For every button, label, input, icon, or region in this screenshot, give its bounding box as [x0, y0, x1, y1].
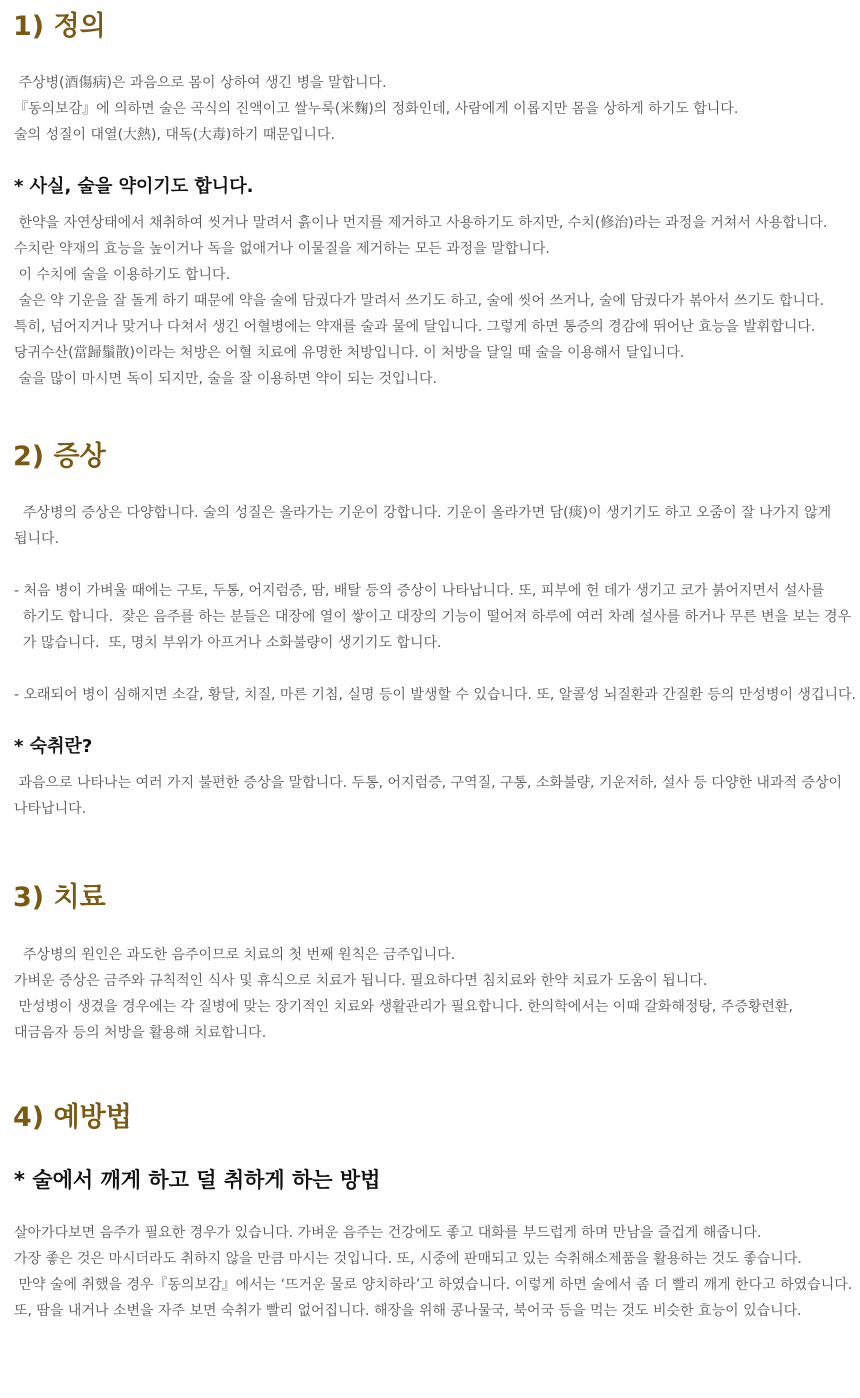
treatment-paragraph [14, 942, 860, 1046]
chronic-symptoms-paragraph [14, 682, 860, 708]
section-title-definition: 1) 정의 [13, 11, 106, 42]
text-line: 나타납니다. [14, 801, 87, 817]
text-line: 특히, 넘어지거나 맞거나 다쳐서 생긴 어혈병에는 약재를 술과 물에 달입니다. 그렇게 하면 통증의 경감에 뛰어난 효능을 발휘합니다. [14, 319, 816, 335]
early-symptoms-paragraph [14, 578, 860, 656]
text-line: 만약 술에 취했을 경우『동의보감』에서는 ‘뜨거운 물로 양치하라’고 하였습니다. 이렇게 하면 술에서 좀 더 빨리 깨게 한다고 하였습니다. [14, 1277, 853, 1293]
definition-paragraph [14, 70, 860, 148]
hangover-paragraph [14, 770, 860, 822]
text-line: 주상병의 증상은 다양합니다. 술의 성질은 올라가는 기운이 강합니다. 기운이 올라가면 담(痰)이 생기기도 하고 오줌이 잘 나가지 않게 [14, 505, 832, 521]
text-line: 됩니다. [14, 531, 60, 547]
symptoms-intro-paragraph [14, 500, 860, 552]
section-title-prevention: 4) 예방법 [13, 1102, 132, 1133]
subheading-sobering-methods: * 술에서 깨게 하고 덜 취하게 하는 방법 [14, 1168, 381, 1192]
alcohol-medicine-paragraph [14, 210, 860, 392]
subheading-alcohol-as-medicine: * 사실, 술을 약이기도 합니다. [14, 176, 254, 197]
text-line: 술의 성질이 대열(大熱), 대독(大毒)하기 때문입니다. [14, 127, 335, 143]
text-line: 과음으로 나타나는 여러 가지 불편한 증상을 말합니다. 두통, 어지럼증, 구역질, 구통, 소화불량, 기운저하, 설사 등 다양한 내과적 증상이 [14, 775, 843, 791]
text-line: 술을 많이 마시면 독이 되지만, 술을 잘 이용하면 약이 되는 것입니다. [14, 371, 437, 387]
text-line: 살아가다보면 음주가 필요한 경우가 있습니다. 가벼운 음주는 건강에도 좋고 대화를 부드럽게 하며 만남을 즐겁게 해줍니다. [14, 1225, 762, 1241]
prevention-paragraph [14, 1220, 860, 1324]
text-line: - 오래되어 병이 심해지면 소갈, 황달, 치질, 마른 기침, 실명 등이 발생할 수 있습니다. 또, 알콜성 뇌질환과 간질환 등의 만성병이 생깁니다. [14, 687, 856, 703]
text-line: 가장 좋은 것은 마시더라도 취하지 않을 만큼 마시는 것입니다. 또, 시중에 판매되고 있는 숙취해소제품을 활용하는 것도 좋습니다. [14, 1251, 802, 1267]
section-title-symptoms: 2) 증상 [13, 441, 106, 472]
text-line: 가 많습니다. 또, 명치 부위가 아프거나 소화불량이 생기기도 합니다. [14, 635, 442, 651]
text-line: 술은 약 기운을 잘 돌게 하기 때문에 약을 술에 담궜다가 말려서 쓰기도 하고, 술에 씻어 쓰거나, 술에 담궜다가 볶아서 쓰기도 합니다. [14, 293, 825, 309]
text-line: 하기도 합니다. 잦은 음주를 하는 분들은 대장에 열이 쌓이고 대장의 기능이 떨어져 하루에 여러 차례 설사를 하거나 무른 변을 보는 경우 [14, 609, 852, 625]
text-line: 한약을 자연상태에서 채취하여 씻거나 말려서 흙이나 먼지를 제거하고 사용하기도 하지만, 수치(修治)라는 과정을 거쳐서 사용합니다. [14, 215, 828, 231]
text-line: 대금음자 등의 처방을 활용해 치료합니다. [14, 1025, 267, 1041]
text-line: 가벼운 증상은 금주와 규칙적인 식사 및 휴식으로 치료가 됩니다. 필요하다면 침치료와 한약 치료가 도움이 됩니다. [14, 973, 708, 989]
subheading-hangover: * 숙취란? [14, 736, 93, 757]
text-line: 만성병이 생겼을 경우에는 각 질병에 맞는 장기적인 치료와 생활관리가 필요합니다. 한의학에서는 이때 갈화해정탕, 주증황련환, [14, 999, 793, 1015]
text-line: 이 수치에 술을 이용하기도 합니다. [14, 267, 231, 283]
text-line: - 처음 병이 가벼울 때에는 구토, 두통, 어지럼증, 땀, 배탈 등의 증상이 나타납니다. 또, 피부에 헌 데가 생기고 코가 붉어지면서 설사를 [14, 583, 825, 599]
text-line: 주상병의 원인은 과도한 음주이므로 치료의 첫 번째 원칙은 금주입니다. [14, 947, 456, 963]
text-line: 『동의보감』에 의하면 술은 곡식의 진액이고 쌀누룩(米麴)의 정화인데, 사람에게 이롭지만 몸을 상하게 하기도 합니다. [14, 101, 739, 117]
text-line: 수치란 약재의 효능을 높이거나 독을 없애거나 이물질을 제거하는 모든 과정을 말합니다. [14, 241, 550, 257]
section-title-treatment: 3) 치료 [13, 882, 106, 913]
text-line: 또, 땀을 내거나 소변을 자주 보면 숙취가 빨리 없어집니다. 해장을 위해 콩나물국, 북어국 등을 먹는 것도 비슷한 효능이 있습니다. [14, 1303, 802, 1319]
text-line: 당귀수산(當歸鬚散)이라는 처방은 어혈 치료에 유명한 처방입니다. 이 처방을 달일 때 술을 이용해서 달입니다. [14, 345, 685, 361]
text-line: 주상병(酒傷病)은 과음으로 몸이 상하여 생긴 병을 말합니다. [14, 75, 387, 91]
